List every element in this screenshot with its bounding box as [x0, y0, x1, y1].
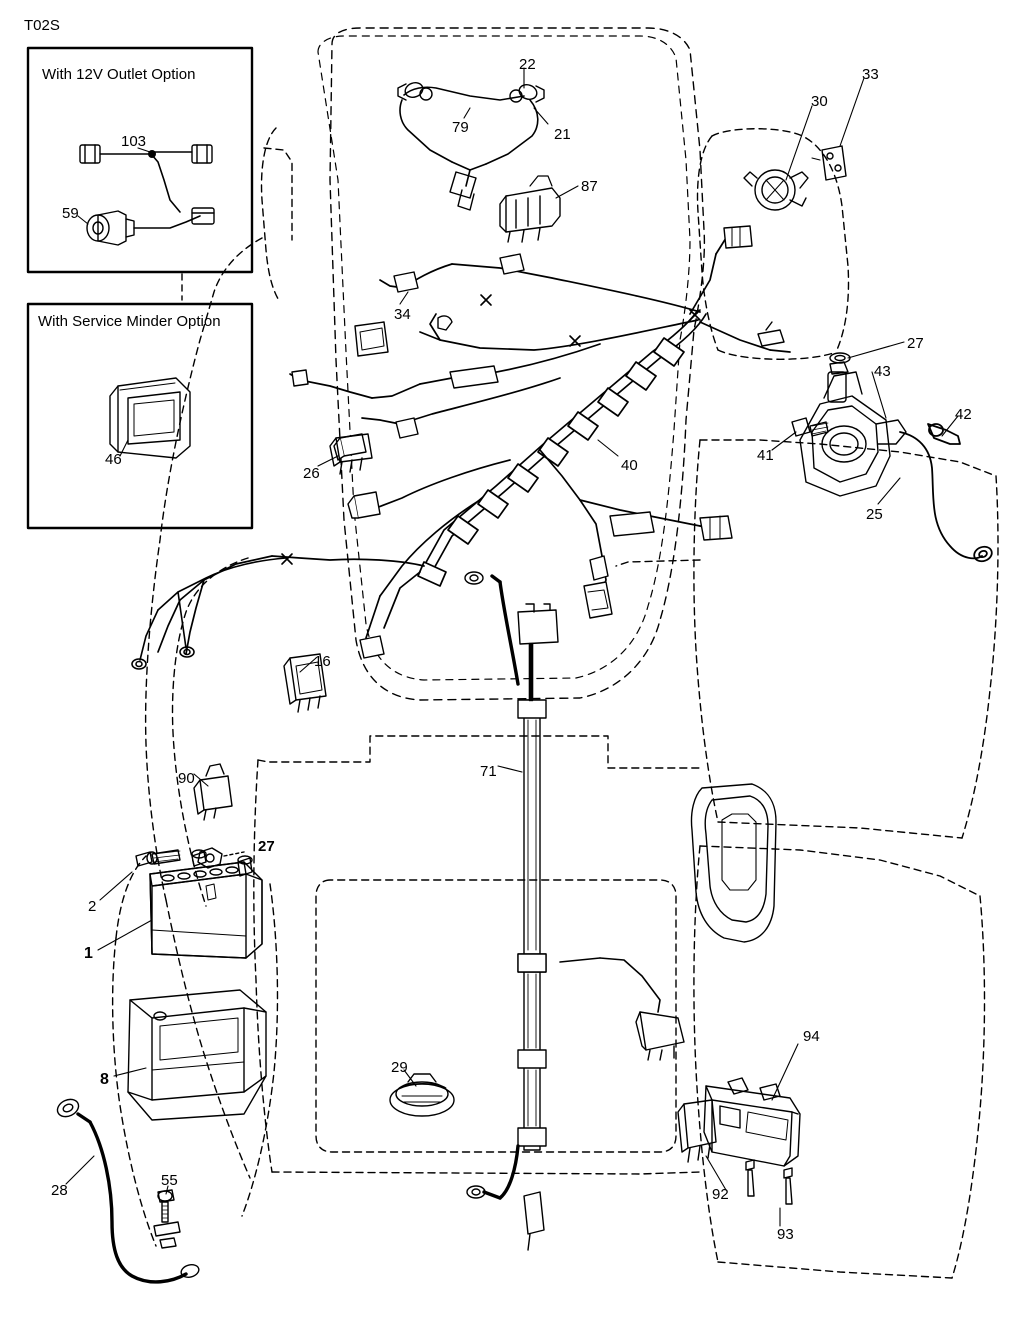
- callout-22: 22: [519, 56, 536, 73]
- page-code: T02S: [24, 17, 60, 34]
- callout-16: 16: [314, 653, 331, 670]
- callout-92: 92: [712, 1186, 729, 1203]
- callout-30: 30: [811, 93, 828, 110]
- callout-93: 93: [777, 1226, 794, 1243]
- callout-42: 42: [955, 406, 972, 423]
- callout-29: 29: [391, 1059, 408, 1076]
- callout-25: 25: [866, 506, 883, 523]
- callout-87: 87: [581, 178, 598, 195]
- callout-43: 43: [874, 363, 891, 380]
- callout-46: 46: [105, 451, 122, 468]
- callout-41: 41: [757, 447, 774, 464]
- inset-title-12v-outlet: With 12V Outlet Option: [42, 66, 196, 83]
- callout-71: 71: [480, 763, 497, 780]
- callout-1: 1: [84, 945, 93, 962]
- callout-40: 40: [621, 457, 638, 474]
- callout-28: 28: [51, 1182, 68, 1199]
- callout-21: 21: [554, 126, 571, 143]
- inset-title-service-minder: With Service Minder Option: [38, 313, 221, 330]
- callout-8: 8: [100, 1071, 109, 1088]
- callout-59: 59: [62, 205, 79, 222]
- callout-33: 33: [862, 66, 879, 83]
- callout-79: 79: [452, 119, 469, 136]
- callout-2: 2: [88, 898, 97, 915]
- callout-27-upper: 27: [907, 335, 924, 352]
- callout-94: 94: [803, 1028, 820, 1045]
- callout-103: 103: [121, 133, 147, 150]
- callout-90: 90: [178, 770, 195, 787]
- callout-27-battery: 27: [258, 838, 275, 855]
- callout-34: 34: [394, 306, 411, 323]
- callout-26: 26: [303, 465, 320, 482]
- callout-55: 55: [161, 1172, 178, 1189]
